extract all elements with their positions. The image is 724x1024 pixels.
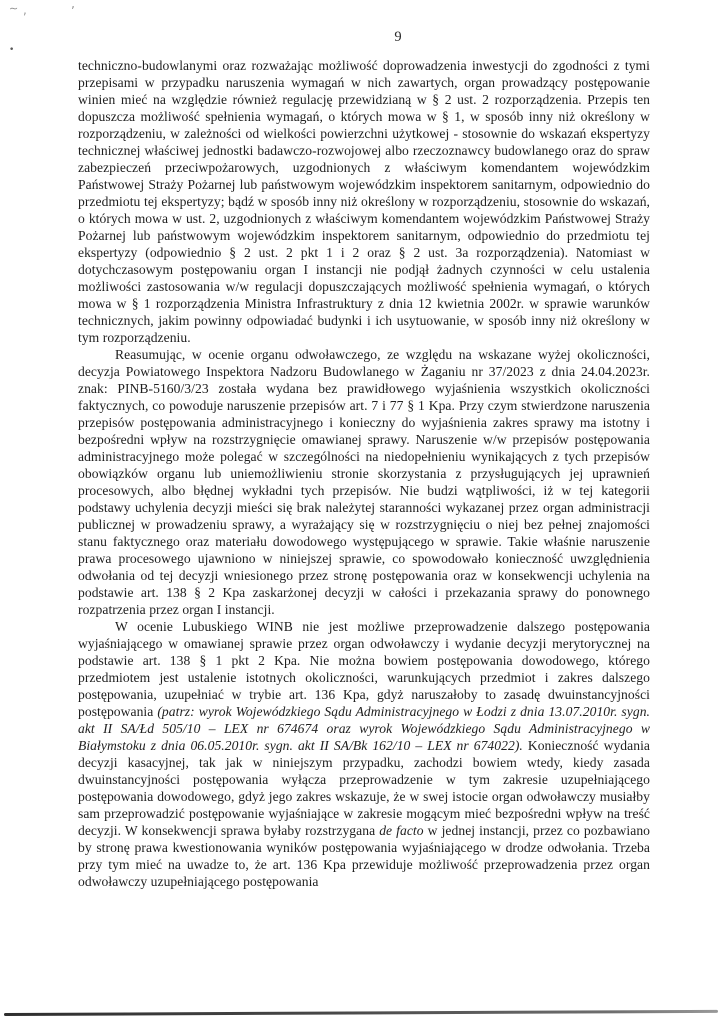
scanner-edge-line bbox=[4, 1010, 718, 1016]
text-run: techniczno-budowlanymi oraz rozważając możliwość doprowadzenia inwestycji do zgodności z tymi przepisami w przypadku naruszenia wymagań w nich zawartych, organ prowadzący postępowanie winien mieć na względzie również regulację przewidzianą w § 2 ust. 2 rozporządzenia. Przepis ten dopuszcza możliwość spełnienia wymagań, o których mowa w § 1, w sposób inny niż określony w rozporządzeniu, w zależności od wielkości powierzchni użytkowej - stosownie do wskazań ekspertyzy technicznej właściwej jednostki badawczo-rozwojowej albo rzeczoznawcy budowlanego oraz do spraw zabezpieczeń przeciwpożarowych, uzgodnionych z właściwym komendantem wojewódzkim Państwowej Straży Pożarnej lub państwowym wojewódzkim inspektorem sanitarnym, odpowiednio do przedmiotu tej ekspertyzy; bądź w sposób inny niż określony w rozporządzeniu, stosownie do wskazań, o których mowa w ust. 2, uzgodnionych z właściwym komendantem wojewódzkim Państwowej Straży Pożarnej lub państwowym wojewódzkim inspektorem sanitarnym, odpowiednio do przedmiotu tej ekspertyzy (odpowiednio § 2 ust. 2 pkt 1 i 2 oraz § 2 ust. 3a rozporządzenia). Natomiast w dotychczasowym postępowaniu organ I instancji nie podjął żadnych czynności w celu ustalenia możliwości zastosowania w/w regulacji dopuszczających możliwość spełnienia wymagań, o których mowa w § 1 rozporządzenia Ministra Infrastruktury z dnia 12 kwietnia 2002r. w sprawie warunków technicznych, jakim powinny odpowiadać budynki i ich usytuowanie, w sposób inny niż określony w tym rozporządzeniu. bbox=[78, 58, 650, 345]
italic-text-run: (patrz: wyrok Wojewódzkiego Sądu Administracyjnego w Łodzi z dnia 13.07.2010r. sygn. akt II SA/Łd 505/10 – LEX nr 674674 oraz wyrok Wojewódzkiego Sądu Administracyjnego w Białymstoku z dnia 06.05.2010r. sygn. akt II SA/Bk 162/10 – LEX nr 674022). bbox=[78, 704, 650, 753]
text-run: w jednej instancji, przez co pozbawiano by stronę prawa kwestionowania wyników postępowania wyjaśniającego w drodze odwołania. Trzeba przy tym mieć na uwadze to, że art. 136 Kpa przewiduje możliwość przeprowadzenia przez organ odwoławczy uzupełniającego postępowania bbox=[78, 823, 651, 889]
paragraph bbox=[78, 618, 650, 890]
text-run: W ocenie Lubuskiego WINB nie jest możliwe przeprowadzenie dalszego postępowania wyjaśniającego w omawianej sprawie przez organ odwoławczy i wydanie decyzji merytorycznej na podstawie art. 138 § 1 pkt 2 Kpa. Nie można bowiem postępowania dowodowego, którego przedmiotem jest ustalenie istotnych okoliczności, warunkujących przedmiot i zakres dalszego postępowania, uzupełniać w trybie art. 136 Kpa, gdyż naruszałoby to zasadę dwuinstancyjności postępowania bbox=[78, 619, 650, 719]
document-body bbox=[78, 57, 650, 890]
paragraph bbox=[78, 346, 650, 618]
paragraph bbox=[78, 57, 650, 346]
text-run: Reasumując, w ocenie organu odwoławczego, ze względu na wskazane wyżej okoliczności, decyzja Powiatowego Inspektora Nadzoru Budowlanego w Żaganiu nr 37/2023 z dnia 24.04.2023r. znak: PINB-5160/3/23 została wydana bez prawidłowego wyjaśnienia wszystkich okoliczności faktycznych, co powoduje naruszenie przepisów art. 7 i 77 § 1 Kpa. Przy czym stwierdzone naruszenia przepisów postępowania administracyjnego i konieczny do wyjaśnienia zakres sprawy ma istotny i bezpośredni wpływ na rozstrzygnięcie omawianej sprawy. Naruszenie w/w przepisów postępowania administracyjnego może polegać w szczególności na niedopełnieniu wynikających z tych przepisów obowiązków organu lub uniemożliwieniu stronie skorzystania z przysługujących jej uprawnień procesowych, albo błędnej wykładni tych przepisów. Nie budzi wątpliwości, iż w tej kategorii podstawy uchylenia decyzji mieści się brak należytej staranności wykazanej przez organ administracji publicznej w prowadzeniu sprawy, a wyrażający się w rozstrzygnięciu o niej bez pełnej znajomości stanu faktycznego oraz materiału dowodowego występującego w sprawie. Takie właśnie naruszenie prawa procesowego ujawniono w niniejszej sprawie, co spowodowało konieczność uwzględnienia odwołania od tej decyzji wniesionego przez stronę postępowania oraz w konsekwencji uchylenia na podstawie art. 138 § 2 Kpa zaskarżonej decyzji w całości i przekazania sprawy do ponownego rozpatrzenia przez organ I instancji. bbox=[78, 347, 650, 617]
page-number: 9 bbox=[394, 29, 402, 45]
italic-text-run: de facto bbox=[379, 823, 424, 838]
scan-mark-squiggle: ∼ bbox=[9, 2, 19, 15]
scan-mark-dot: • bbox=[9, 45, 15, 55]
text-run: Konieczność wydania decyzji kasacyjnej, tak jak w niniejszym przypadku, zachodzi bowiem wtedy, kiedy zasada dwuinstancyjności postępowania wyłącza przeprowadzenie w tym zakresie uzupełniającego postępowania dowodowego, gdyż jego zakres wskazuje, że w swej istocie organ odwoławczy musiałby sam przeprowadzić postępowanie wyjaśniające w zakresie mogącym mieć bezpośredni wpływ na treść decyzji. W konsekwencji sprawa byłaby rozstrzygana bbox=[78, 738, 650, 838]
scan-mark-tick: ʼ bbox=[71, 4, 75, 18]
scan-mark-comma: , bbox=[23, 3, 27, 17]
